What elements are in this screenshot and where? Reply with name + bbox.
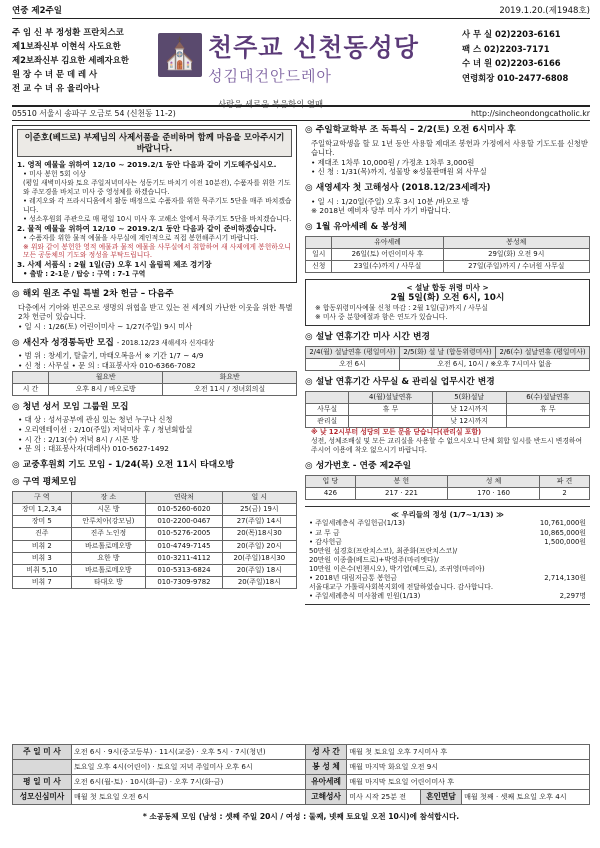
office-heading: ◎ 설날 연휴기간 사무실 & 관리실 업무시간 변경 — [305, 377, 495, 388]
ordination-item: 1. 영적 예물을 위하여 12/10 ~ 2019.2/1 동안 다음과 같이 기도해주십시오. — [17, 160, 277, 170]
youth-line: • 문 의 : 대표봉사자(대레사) 010-5627-1492 — [18, 444, 169, 454]
holiday-heading: ◎ 설날 연휴기간 미사 시간 변경 — [305, 332, 430, 343]
fund-heading: ◎ 해외 원조 주일 특별 2차 헌금 – 다음주 — [12, 289, 174, 300]
study-line: • 신 청 : 1/31(목)까지, 성물방 ※성물판매원 외 사무실 — [311, 167, 487, 177]
youth-heading: ◎ 청년 성서 모임 그룹원 모집 — [12, 401, 129, 412]
baptism-heading: ◎ 1월 유아세례 & 봉성체 — [305, 221, 407, 232]
fund-text: 다층에서 기아와 빈곤으로 생명의 위협을 받고 있는 전 세계의 가난한 이웃을 위한 특별 2차 헌금이 있습니다. — [18, 302, 293, 322]
contact-line: 연령회장 010-2477-6808 — [462, 72, 569, 83]
motto: 사랑은 세로운 복음화의 열매 — [218, 98, 324, 109]
district-row: 진주 진주 노인정 010-5276-2005 20(목)18시30 — [13, 528, 297, 540]
contact-line: 사 무 실 02)2203-6161 — [462, 29, 561, 39]
finance-row: • 감사헌금 1,500,000원 — [309, 537, 586, 546]
fund-period: • 일 시 : 1/26(토) 어린이미사 ~ 1/27(주일) 9시 미사 — [18, 322, 193, 332]
contact-list — [462, 25, 590, 105]
top-line — [12, 6, 590, 19]
ordination-item: • 레지오와 각 프라시디움에서 활동 배정으로 수품자를 위한 묵주기도 5단을 매주 바치겠습니다. — [23, 196, 292, 214]
church-logo-icon: ⛪ — [158, 33, 202, 77]
staff-line: 전 교 수 녀 유 율리아나 — [12, 83, 100, 93]
finance-row: 20만원 이종출(베드로)+박영주(마리엣다)/ — [309, 555, 439, 564]
district-row: 장미 1,2,3,4 시몬 방 010-5260-6020 25(금) 19시 — [13, 504, 297, 516]
finance-row: 10만원 이은수(빈첸시오), 박기엽(베드로), 조귀영(마리아) — [309, 565, 485, 574]
district-heading: ◎ 구역 평체모임 — [12, 477, 77, 488]
bible-line: • 범 위 : 창세기, 탈출기, 마태오복음서 ※ 기간 1/7 ~ 4/9 — [18, 351, 204, 361]
finance-row: • 교 무 금 10,865,000원 — [309, 528, 586, 537]
newborn-heading: ◎ 새영세자 첫 고해성사 (2018.12/23세례자) — [305, 183, 491, 194]
bible-heading: ◎ 새신자 성경통독반 모집 - 2018.12/23 새해세자 신자대상 — [12, 337, 215, 348]
bible-table: 월요반 화요반 시 간 오후 8시 / 바오로방 오전 11시 / 정녀회의실 — [12, 371, 297, 396]
right-column — [305, 125, 590, 605]
contact-line: 팩 스 02)2203-7171 — [462, 43, 550, 54]
finance-row: • 2018년 대림저금통 봉헌금 2,714,130원 — [309, 574, 586, 583]
staff-list — [12, 25, 152, 105]
district-row: 장미 5 안루치아(강모님) 010-2200-0467 27(주일) 14시 — [13, 516, 297, 528]
district-row: 비취 3 요한 방 010-3211-4112 20(주일)18시30 — [13, 552, 297, 564]
schedule-table: 주 일 미 사 오전 6시 · 9시(중고등부) · 11시(교중) · 오후 5시 · 7시(청년) 성 사 간 매월 첫 토요일 오후 7시미사 후 토요일 오후 4시(어린이) · 토요일 저녁 주일미사 오후 6시 봉 성 체 매월 마지막 화요일 오전 9시 평 일 미 사 오전 6시(월-토) · 10시(화-금) · 오후 7시(화-금) 유아세례 매월 마지막 토요일 어린이미사 후 성모신심미사 매월 첫 토요일 오전 6시 고해성사 미사 시작 25분 전 혼인면담 매월 첫째 · 셋째 토요일 오후 4시 — [12, 744, 590, 805]
office-table: 4(월)설날연휴 5(화)설날 6(수)설날연휴 사무실 휴 무 낮 12시까지 휴 무 관리실 낮 12시까지 — [305, 391, 590, 428]
lunar-time: 2월 5일(화) 오전 6시, 10시 — [390, 292, 505, 303]
baptism-table: 유아세례 봉성체 일시 26일(토) 어린이미사 후 29일(화) 오전 9시 신청 23일(수)까지 / 사무실 27일(주일)까지 / 수녀원 사무실 — [305, 236, 590, 273]
lunar-line: ※ 합동위령미사예물 신청 마감 : 2월 1일(금)까지 / 사무실 — [315, 304, 488, 313]
holiday-table: 2/4(월) 설날연휴 (평일미사) 2/5(화) 설 날 (합동위령미사) 2/6(수) 설날연휴 (평일미사) 오전 6시 오전 6시, 10시 / ※오후 7시미사 없음 — [305, 346, 590, 371]
staff-line: 주 임 신 부 정성환 프란치스코 — [12, 27, 124, 37]
finance-row: 50만원 설경호(프란치스코), 최준화(프란치스코)/ — [309, 546, 458, 555]
logo-area — [152, 25, 462, 109]
study-text: 주일학교학생을 할 묘 1년 동안 사용할 제대조 봉헌과 가정에서 사용할 기도도를 신청받습니다. — [311, 138, 588, 158]
finance-heading: ≪ 우리들의 정성 (1/7~1/13) ≫ — [391, 509, 504, 519]
finance-row: • 주일세례층식 주일헌금(1/13) 10,761,000원 — [309, 519, 586, 528]
district-table: 구 역 장 소 연락처 일 시 장미 1,2,3,4 시몬 방 010-5260-6020 25(금) 19시 장미 5 안루치아(강모님) 010-2200-0467 27(주일) 14시 진주 진주 노인정 010-5276-2005 20(목)18시30 비취 2 바르톨로메오방 010-4749-7145 20(주일) 20시 비취 3 요한 방 010-3211-4112 20(주일)18시30 비취 5,10 바르톨로메오방 010-5313-6824 20(주일) 18시 비취 7 타대오 방 010-7309-9782 20(주일)18시 — [12, 491, 297, 589]
youth-line: • 오리엔테이션 : 2/10(주일) 저녁미사 후 / 청년회합실 — [18, 424, 193, 434]
ordination-item: • 미사 봉헌 5회 이상 — [23, 169, 86, 178]
finance-row: • 주일세례층식 미사참례 인원(1/13) 2,297명 — [309, 592, 586, 601]
ordination-item: • 수품자를 위한 물적 예물을 사무실에 계인적으로 직접 봉헌해주시기 바랍니다. — [23, 233, 259, 242]
left-column — [12, 125, 297, 605]
newborn-line: • 일 시 : 1/20일(주일) 오후 3시 10분 /바오로 방 — [311, 196, 469, 206]
study-heading: ◎ 주일학교학부 조 독특식 – 2/2(토) 오전 6시미사 후 — [305, 125, 516, 135]
lunar-line: ※ 미사 중 분향예절과 함은 연도가 있습니다. — [315, 313, 448, 322]
youth-line: • 시 간 : 2/13(수) 저녁 8시 / 시몬 방 — [18, 434, 139, 444]
masthead — [12, 19, 590, 107]
district-row: 비취 2 바르톨로메오방 010-4749-7145 20(주일) 20시 — [13, 540, 297, 552]
pray-heading: ◎ 교중후원회 기도 모임 - 1/24(목) 오전 11시 타대오방 — [12, 459, 235, 470]
hymn-heading: ◎ 성가번호 - 연중 제2주일 — [305, 460, 412, 471]
address: 05510 서울시 송파구 오금로 54 (신천동 11-2) — [12, 109, 176, 118]
hymn-table: 입 당 봉 헌 성 체 파 견 426 217 · 221 170 · 160 2 — [305, 475, 590, 500]
church-subtitle: 성김대건안드레아 — [208, 67, 332, 85]
website-link[interactable]: http://sincheondongcatholic.kr — [470, 109, 590, 118]
ordination-box — [12, 125, 297, 283]
staff-line: 제2보좌신부 김요한 세례자요한 — [12, 55, 129, 65]
district-row: 비취 5,10 바르톨로메오방 010-5313-6824 20(주일) 18시 — [13, 564, 297, 576]
ordination-item: • 출발 : 2-1문 / 탑승 : 구역 : 7-1 구역 — [23, 270, 146, 279]
lunar-mass-box — [305, 279, 590, 326]
issue-date: 2019.1.20.(제1948호) — [499, 6, 590, 16]
lunar-heading: < 설날 합동 위령 미사 > — [406, 282, 489, 292]
ordination-heading: 이준호(베드로) 부제님의 사제서품을 준비하며 함께 마음을 모아주시기 바랍니다. — [17, 129, 292, 157]
staff-line: 원 장 수 녀 문 데 레 사 — [12, 69, 98, 79]
finance-box — [305, 506, 590, 606]
church-title: 천주교 신천동성당 — [208, 33, 419, 62]
contact-line: 수 녀 원 02)2203-6166 — [462, 58, 561, 68]
youth-line: • 대 상 : 성서공부에 관심 있는 청년 누구나 신청 — [18, 415, 173, 425]
ordination-item: 3. 사제 서품식 : 2월 1일(금) 오후 1시 올림픽 체조 경기장 — [17, 260, 212, 270]
community-footer: * 소공동체 모임 (남성 : 셋째 주일 20시 / 여성 : 둘째, 넷째 토요일 오전 10시)에 참석합시다. — [142, 812, 460, 821]
office-note: 성전, 성체조배실 및 모든 교리실을 사용할 수 없으시오니 단체 회합 일시를 반드시 변경하여 주시어 이용에 착오 없으시기 바랍니다. — [311, 436, 583, 454]
ordination-note: ※ 위와 같이 봉헌한 영적 예물과 물적 예물을 사무실에서 취합하여 새 사제에게 봉헌하오니 모든 공동체의 기도와 정성을 부탁드립니다. — [23, 242, 291, 260]
bible-line: • 신 청 : 사무실 • 문 의 : 대표봉사자 010-6366-7082 — [18, 360, 196, 370]
staff-line: 제1보좌신부 이현석 사도요한 — [12, 41, 121, 51]
schedule-block — [12, 744, 590, 822]
ordination-item: • 성소후원회 주관으로 매 평일 10시 미사 후 고해소 앞에서 묵주기도 5단을 바치겠습니다. — [23, 214, 292, 223]
district-row: 비취 7 타대오 방 010-7309-9782 20(주일)18시 — [13, 576, 297, 588]
newborn-line: ※ 2018년 예비자 당부 미사 가기 바랍니다. — [311, 206, 451, 216]
ordination-item: (평일 새벽미사와 토요 주일저녁미사는 성동기도 바치기 이전 10분전), 수품자를 위한 기도와 주모경을 바치고 미사 중 영성체를 하겠습니다. — [23, 178, 291, 196]
ordination-item: 2. 물적 예물을 위하여 12/10 ~ 2019.2/1 동안 다음과 같이 준비하겠습니다. — [17, 223, 277, 233]
finance-row: 서울대교구 가톨릭사회복지회에 전달하였습니다. 감사합니다. — [309, 583, 494, 592]
study-line: • 제대조 1차루 10,000원 / 가정초 1차루 3,000원 — [311, 157, 475, 167]
office-note: ※ 낮 12시부터 성당의 모든 문을 닫습니다(관리실 포함) — [311, 427, 482, 436]
liturgical-tag: 연중 제2주일 — [12, 6, 62, 16]
